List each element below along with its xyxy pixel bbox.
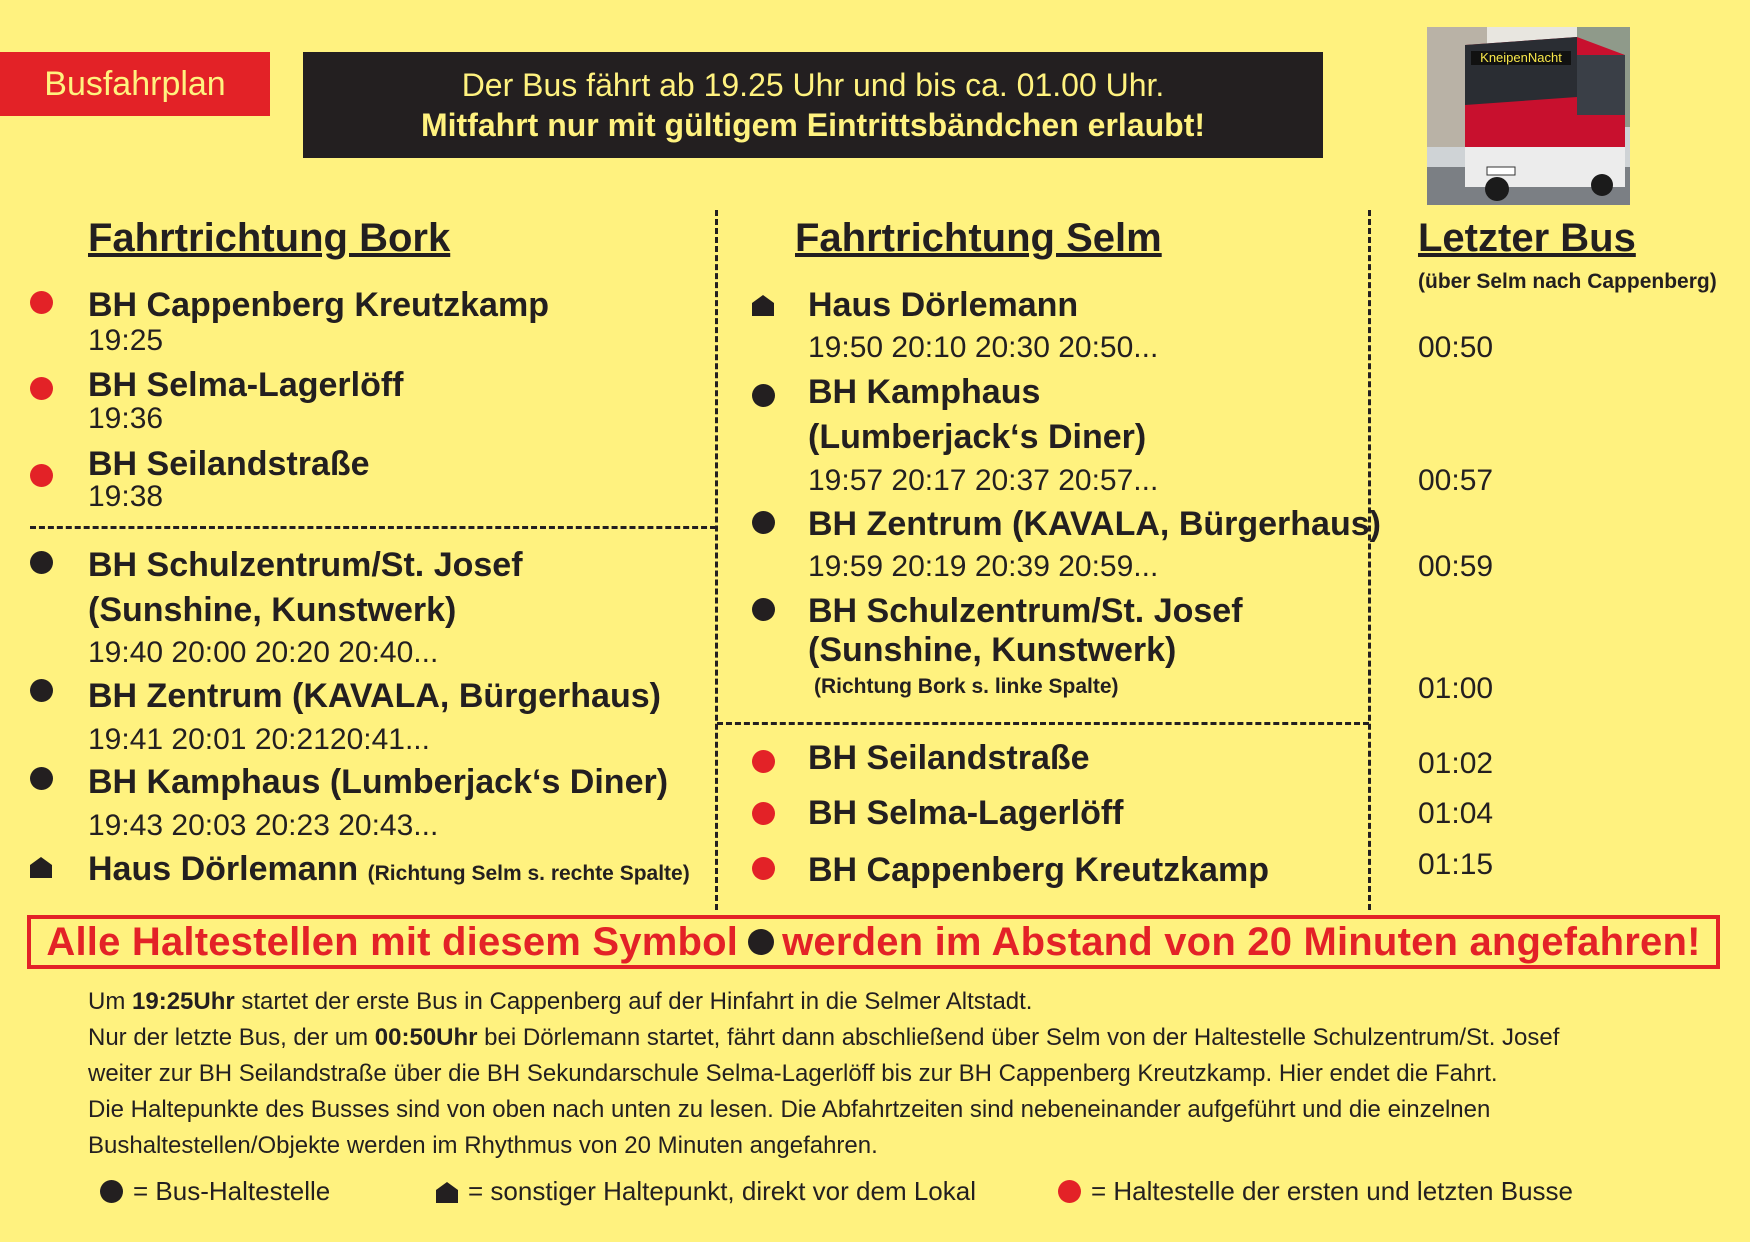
divider-selm-section <box>717 722 1369 725</box>
last-bus-time-3: 00:59 <box>1418 550 1494 583</box>
selm-stop-3-times: 19:59 20:19 20:39 20:59... <box>808 550 1159 583</box>
red-dot-icon <box>752 750 775 773</box>
info-line-4: Die Haltepunkte des Busses sind von oben nach unten zu lesen. Die Abfahrtzeiten sind nebeneinander aufgeführt und die einzelnen <box>88 1096 1491 1123</box>
red-dot-icon <box>30 377 53 400</box>
last-bus-time-4: 01:00 <box>1418 672 1494 705</box>
bork-stop-4-name: BH Schulzentrum/St. Josef <box>88 546 523 584</box>
selm-stop-2-name: BH Kamphaus <box>808 373 1041 411</box>
black-dot-icon <box>30 767 53 790</box>
red-dot-icon <box>752 857 775 880</box>
black-dot-icon <box>752 598 775 621</box>
bus-image <box>1427 27 1630 205</box>
bork-stop-6-times: 19:43 20:03 20:23 20:43... <box>88 809 439 842</box>
bork-stop-5-times: 19:41 20:01 20:2120:41... <box>88 723 430 756</box>
heading-last-bus: Letzter Bus <box>1418 216 1636 260</box>
heading-bork: Fahrtrichtung Bork <box>88 216 451 260</box>
last-bus-time-5: 01:02 <box>1418 747 1494 780</box>
bork-stop-5-name: BH Zentrum (KAVALA, Bürgerhaus) <box>88 677 661 715</box>
bus-photo <box>1427 27 1630 205</box>
divider-bork-section <box>30 526 716 529</box>
bork-stop-1-name: BH Cappenberg Kreutzkamp <box>88 286 549 324</box>
divider-right <box>1368 210 1371 910</box>
info-line-2-a: Nur der letzte Bus, der um <box>88 1024 375 1051</box>
selm-stop-4-name-2: (Sunshine, Kunstwerk) <box>808 631 1177 669</box>
info-line-1 <box>88 984 1728 1020</box>
bork-stop-2-times: 19:36 <box>88 402 164 435</box>
last-bus-subtitle: (über Selm nach Cappenberg) <box>1418 270 1717 293</box>
red-dot-icon <box>1058 1180 1081 1203</box>
legend-first-last-label: = Haltestelle der ersten und letzten Busse <box>1091 1176 1574 1206</box>
bork-stop-4-name-2: (Sunshine, Kunstwerk) <box>88 591 457 629</box>
banner-text-before: Alle Haltestellen mit diesem Symbol <box>46 919 739 964</box>
header-line-1: Der Bus fährt ab 19.25 Uhr und bis ca. 01.00 Uhr. <box>461 67 1165 103</box>
bork-stop-7-label: Haus Dörlemann <box>88 850 359 888</box>
title-tag: Busfahrplan <box>0 52 270 116</box>
info-line-2-time: 00:50Uhr <box>374 1024 478 1051</box>
selm-stop-3-name: BH Zentrum (KAVALA, Bürgerhaus) <box>808 505 1381 543</box>
legend-bus-stop <box>100 1176 330 1207</box>
black-dot-icon <box>748 929 774 955</box>
bork-stop-3-times: 19:38 <box>88 480 164 513</box>
banner-text-after: werden im Abstand von 20 Minuten angefahren! <box>782 919 1701 964</box>
bus-sign-text: KneipenNacht <box>1480 50 1562 65</box>
bork-stop-7-name <box>88 849 690 894</box>
red-dot-icon <box>752 802 775 825</box>
black-dot-icon <box>752 511 775 534</box>
red-dot-icon <box>30 464 53 487</box>
bork-stop-3-name: BH Seilandstraße <box>88 445 370 483</box>
bork-stop-4-times: 19:40 20:00 20:20 20:40... <box>88 636 439 669</box>
black-dot-icon <box>30 551 53 574</box>
black-dot-icon <box>100 1180 123 1203</box>
divider-left <box>715 210 718 910</box>
selm-stop-1-times: 19:50 20:10 20:30 20:50... <box>808 331 1159 364</box>
selm-stop-6-name: BH Selma-Lagerlöff <box>808 794 1124 832</box>
selm-stop-5-name: BH Seilandstraße <box>808 739 1090 777</box>
black-dot-icon <box>30 679 53 702</box>
info-text <box>88 984 1728 1164</box>
legend-first-last <box>1058 1176 1573 1207</box>
bork-stop-6-name: BH Kamphaus (Lumberjack‘s Diner) <box>88 763 669 801</box>
black-dot-icon <box>752 384 775 407</box>
info-line-1-time: 19:25Uhr <box>132 988 235 1015</box>
info-line-2-c: bei Dörlemann startet, fährt dann abschließend über Selm von der Haltestelle Schulzentrum/St. Josef <box>477 1024 1560 1051</box>
bork-stop-2-name: BH Selma-Lagerlöff <box>88 366 404 404</box>
info-line-2 <box>88 1020 1728 1056</box>
house-icon <box>30 856 52 878</box>
legend-bus-stop-label: = Bus-Haltestelle <box>133 1176 331 1206</box>
header-box <box>303 52 1323 158</box>
info-line-3: weiter zur BH Seilandstraße über die BH Sekundarschule Selma-Lagerlöff bis zur BH Cappenberg Kreutzkamp. Hier endet die Fahrt. <box>88 1060 1498 1087</box>
selm-stop-7-name: BH Cappenberg Kreutzkamp <box>808 851 1269 889</box>
last-bus-time-7: 01:15 <box>1418 848 1494 881</box>
bork-stop-1-times: 19:25 <box>88 324 164 357</box>
info-line-1-c: startet der erste Bus in Cappenberg auf der Hinfahrt in die Selmer Altstadt. <box>234 988 1033 1015</box>
bork-stop-7-note: (Richtung Selm s. rechte Spalte) <box>367 862 690 885</box>
last-bus-time-6: 01:04 <box>1418 797 1494 830</box>
red-dot-icon <box>30 291 53 314</box>
selm-stop-4-name: BH Schulzentrum/St. Josef <box>808 592 1243 630</box>
last-bus-time-1: 00:50 <box>1418 331 1494 364</box>
legend-other-stop-label: = sonstiger Haltepunkt, direkt vor dem Lokal <box>468 1176 976 1206</box>
house-icon <box>436 1181 458 1203</box>
house-icon <box>752 294 774 316</box>
selm-stop-2-times: 19:57 20:17 20:37 20:57... <box>808 464 1159 497</box>
info-line-5: Bushaltestellen/Objekte werden im Rhythmus von 20 Minuten angefahren. <box>88 1132 878 1159</box>
selm-stop-2-name-2: (Lumberjack‘s Diner) <box>808 418 1147 456</box>
last-bus-time-2: 00:57 <box>1418 464 1494 497</box>
selm-stop-1-name: Haus Dörlemann <box>808 286 1079 324</box>
selm-stop-4-note: (Richtung Bork s. linke Spalte) <box>814 675 1119 698</box>
interval-banner <box>27 915 1720 969</box>
legend-other-stop <box>436 1176 976 1207</box>
info-line-1-a: Um <box>88 988 132 1015</box>
heading-selm: Fahrtrichtung Selm <box>795 216 1162 260</box>
header-line-2: Mitfahrt nur mit gültigem Eintrittsbändchen erlaubt! <box>421 107 1205 143</box>
